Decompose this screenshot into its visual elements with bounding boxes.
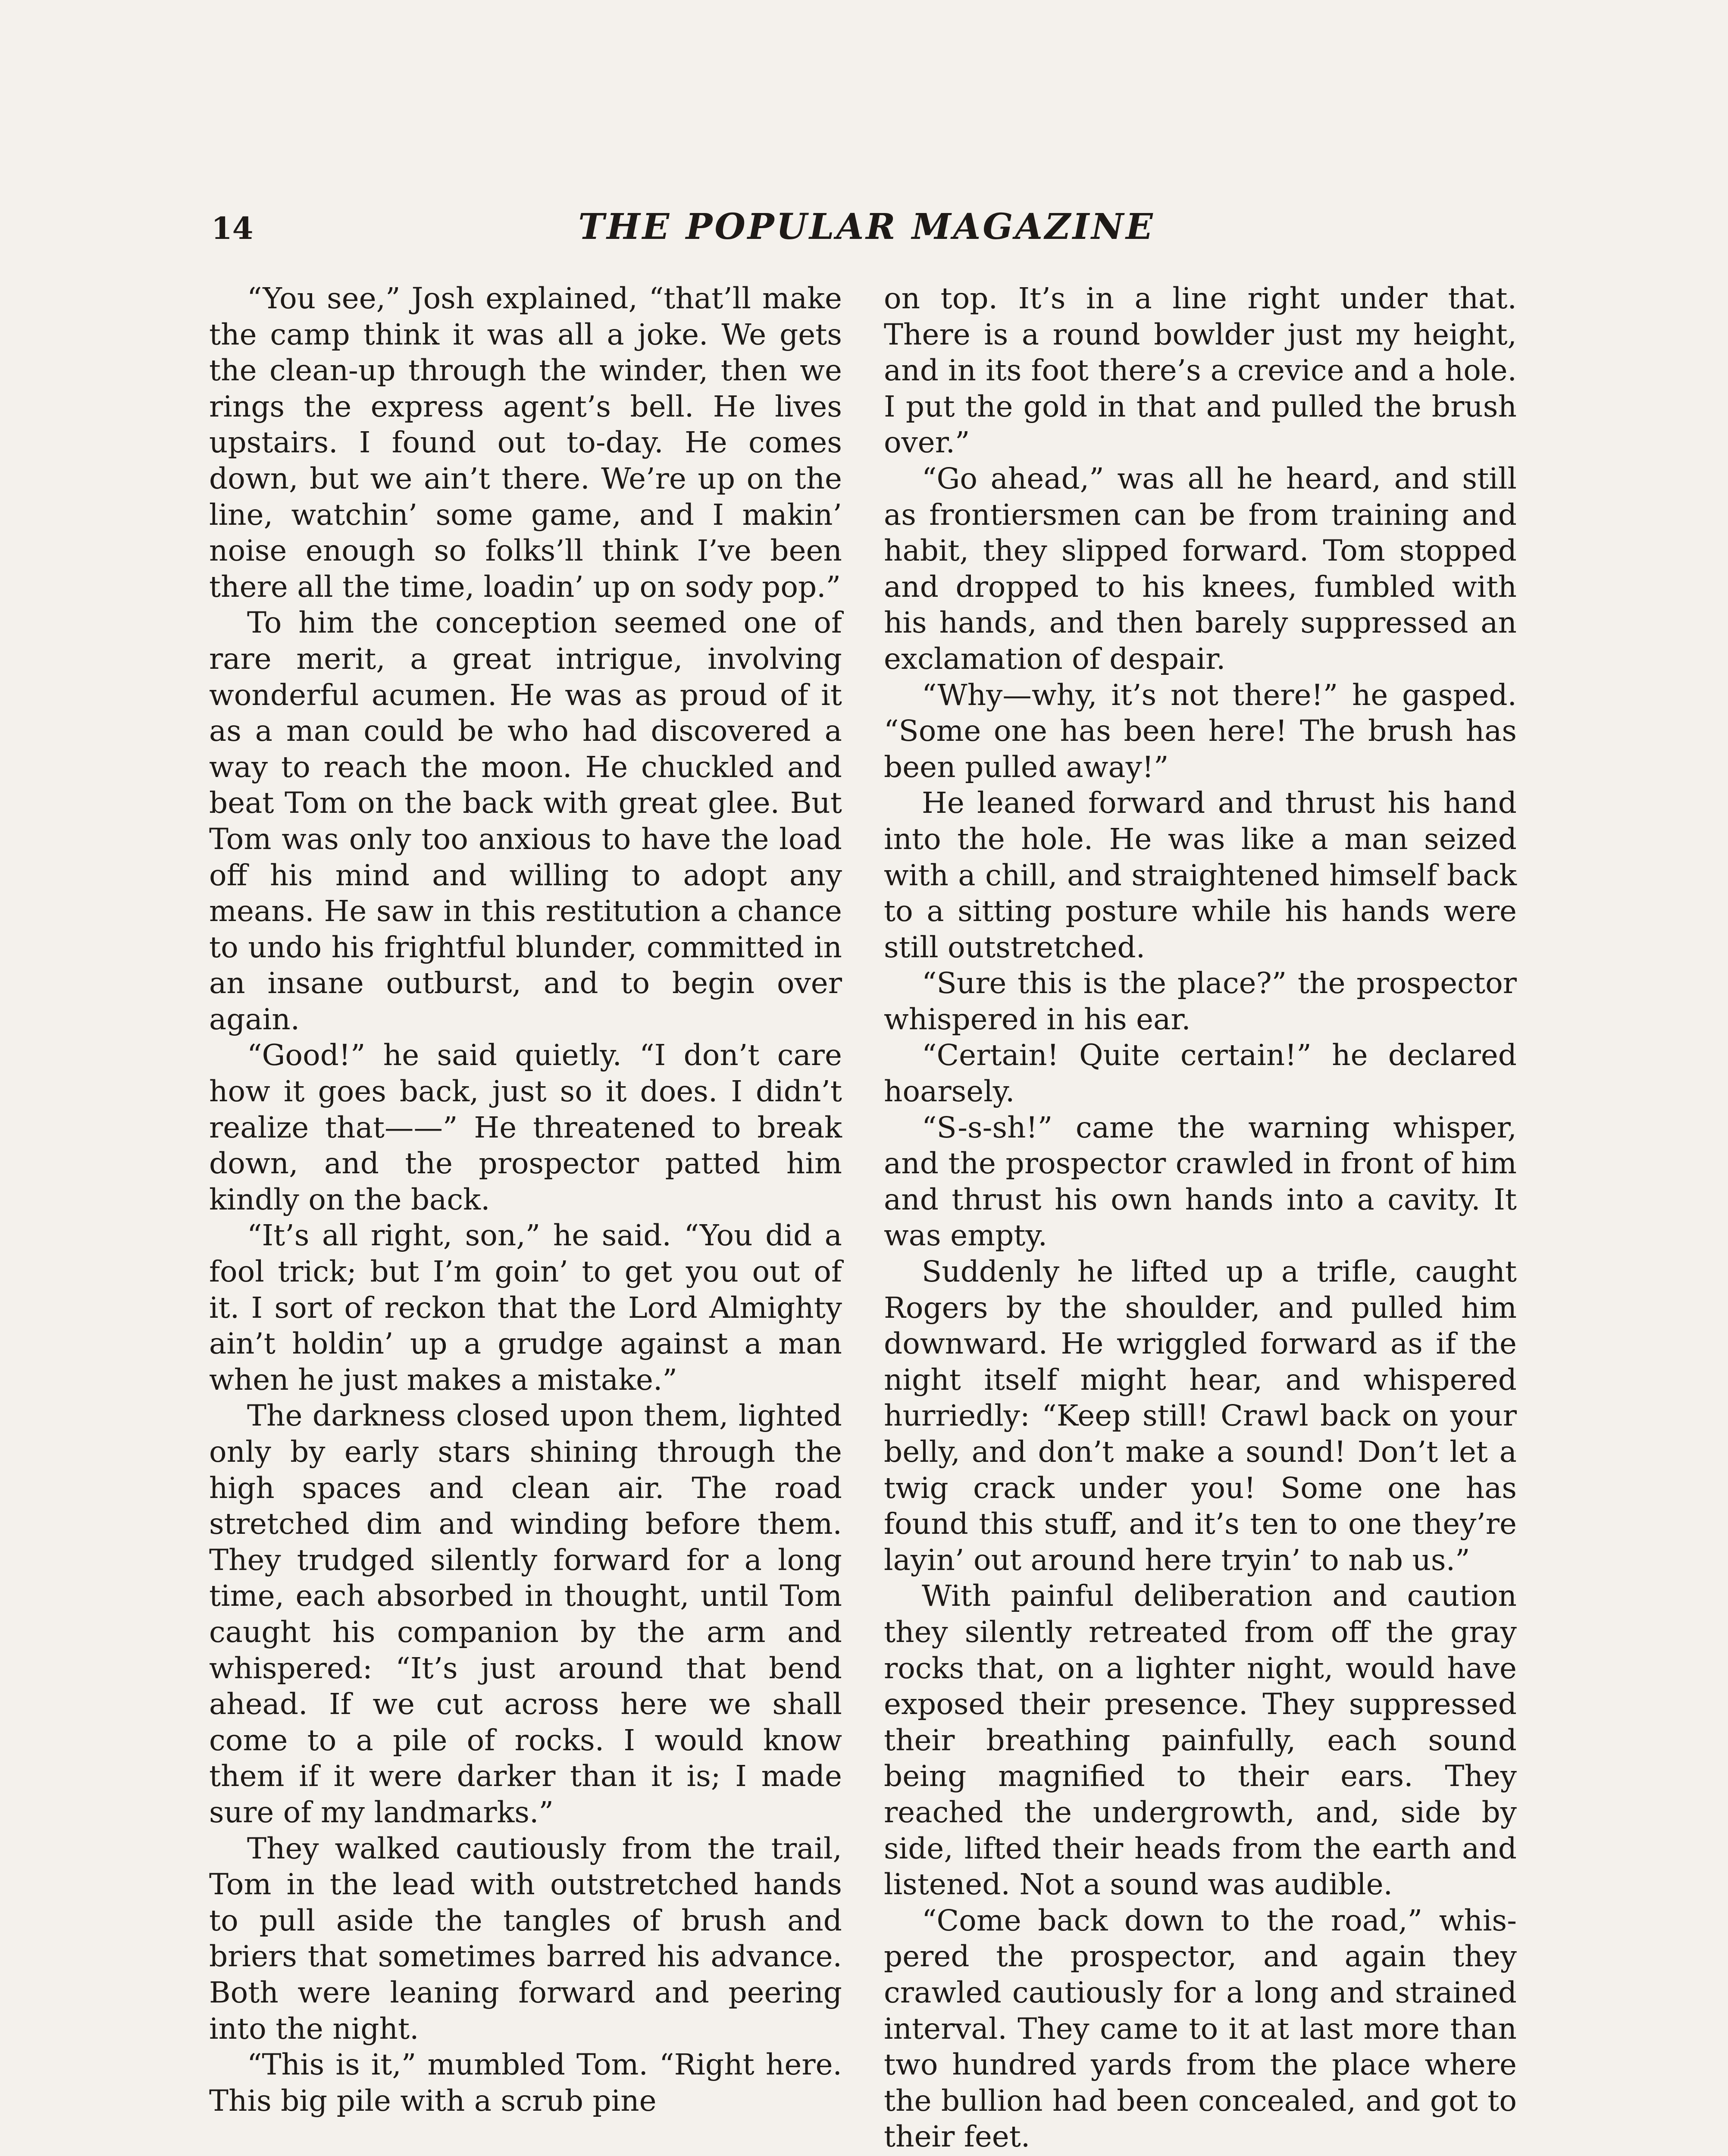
page-number: 14 xyxy=(211,210,254,246)
paragraph: “It’s all right, son,” he said. “You did a fool trick; but I’m goin’ to get you out of it. I sort of reckon that the Lord Almighty ain’t holdin’ up a grudge against a man when he just makes a mistake.” xyxy=(209,1218,842,1397)
paragraph: “Why—why, it’s not there!” he gasped. “Some one has been here! The brush has been pulled away!” xyxy=(884,677,1517,784)
paragraph: They walked cautiously from the trail, Tom in the lead with outstretched hands to pull aside the tangles of brush and briers that sometimes barred his advance. Both were leaning forward and peering into the night. xyxy=(209,1831,842,2046)
paragraph: To him the conception seemed one of rare merit, a great intrigue, involving wonderful acumen. He was as proud of it as a man could be who had discovered a way to reach the moon. He chuckled and beat Tom on the back with great glee. But Tom was only too anxious to have the load off his mind and willing to adopt any means. He saw in this restitution a chance to undo his frightful blunder, committed in an insane outburst, and to begin over again. xyxy=(209,605,842,1036)
paragraph: With painful deliberation and caution they silently retreated from off the gray rocks that, on a lighter night, would have exposed their presence. They suppressed their breathing painfully, each sound being magnified to their ears. They reached the undergrowth, and, side by side, lifted their heads from the earth and listened. Not a sound was audible. xyxy=(884,1579,1517,1902)
paragraph: The darkness closed upon them, lighted only by early stars shining through the high spaces and clean air. The road stretched dim and winding before them. They trudged silently forward for a long time, each absorbed in thought, until Tom caught his companion by the arm and whispered: “It’s just around that bend ahead. If we cut across here we shall come to a pile of rocks. I would know them if it were darker than it is; I made sure of my landmarks.” xyxy=(209,1398,842,1829)
paragraph: “You see,” Josh explained, “that’ll make the camp think it was all a joke. We gets the clean-up through the winder, then we rings the express agent’s bell. He lives upstairs. I found out to-day. He comes down, but we ain’t there. We’re up on the line, watchin’ some game, and I makin’ noise enough so folks’ll think I’ve been there all the time, loadin’ up on sody pop.” xyxy=(209,281,842,604)
paragraph: on top. It’s in a line right under that. There is a round bowlder just my height, and in its foot there’s a crevice and a hole. I put the gold in that and pulled the brush over.” xyxy=(884,281,1517,460)
paragraph: “Certain! Quite certain!” he declared hoarsely. xyxy=(884,1038,1517,1109)
left-text-column xyxy=(209,280,842,2118)
right-text-column xyxy=(884,280,1517,2156)
paragraph: “Come back down to the road,” whispered the prospector, and again they crawled cautiously for a long and strained interval. They came to it at last more than two hundred yards from the place where the bullion had been concealed, and got to their feet. xyxy=(884,1903,1517,2154)
paragraph: “Good!” he said quietly. “I don’t care how it goes back, just so it does. I didn’t realize that——” He threatened to break down, and the prospector patted him kindly on the back. xyxy=(209,1038,842,1216)
paragraph: Suddenly he lifted up a trifle, caught Rogers by the shoulder, and pulled him downward. He wriggled forward as if the night itself might hear, and whispered hurriedly: “Keep still! Crawl back on your belly, and don’t make a sound! Don’t let a twig crack under you! Some one has found this stuff, and it’s ten to one they’re layin’ out around here tryin’ to nab us.” xyxy=(884,1254,1517,1577)
paragraph: “Sure this is the place?” the prospector whispered in his ear. xyxy=(884,966,1517,1036)
magazine-title: THE POPULAR MAGAZINE xyxy=(578,206,1155,248)
paragraph: “S-s-sh!” came the warning whisper, and the prospector crawled in front of him and thrust his own hands into a cavity. It was empty. xyxy=(884,1110,1517,1253)
paragraph: He leaned forward and thrust his hand into the hole. He was like a man seized with a chill, and straightened himself back to a sitting posture while his hands were still outstretched. xyxy=(884,786,1517,964)
paragraph: “This is it,” mumbled Tom. “Right here. This big pile with a scrub pine xyxy=(209,2047,842,2118)
paragraph: “Go ahead,” was all he heard, and still as frontiersmen can be from training and habit, they slipped forward. Tom stopped and dropped to his knees, fumbled with his hands, and then barely suppressed an exclamation of despair. xyxy=(884,461,1517,676)
